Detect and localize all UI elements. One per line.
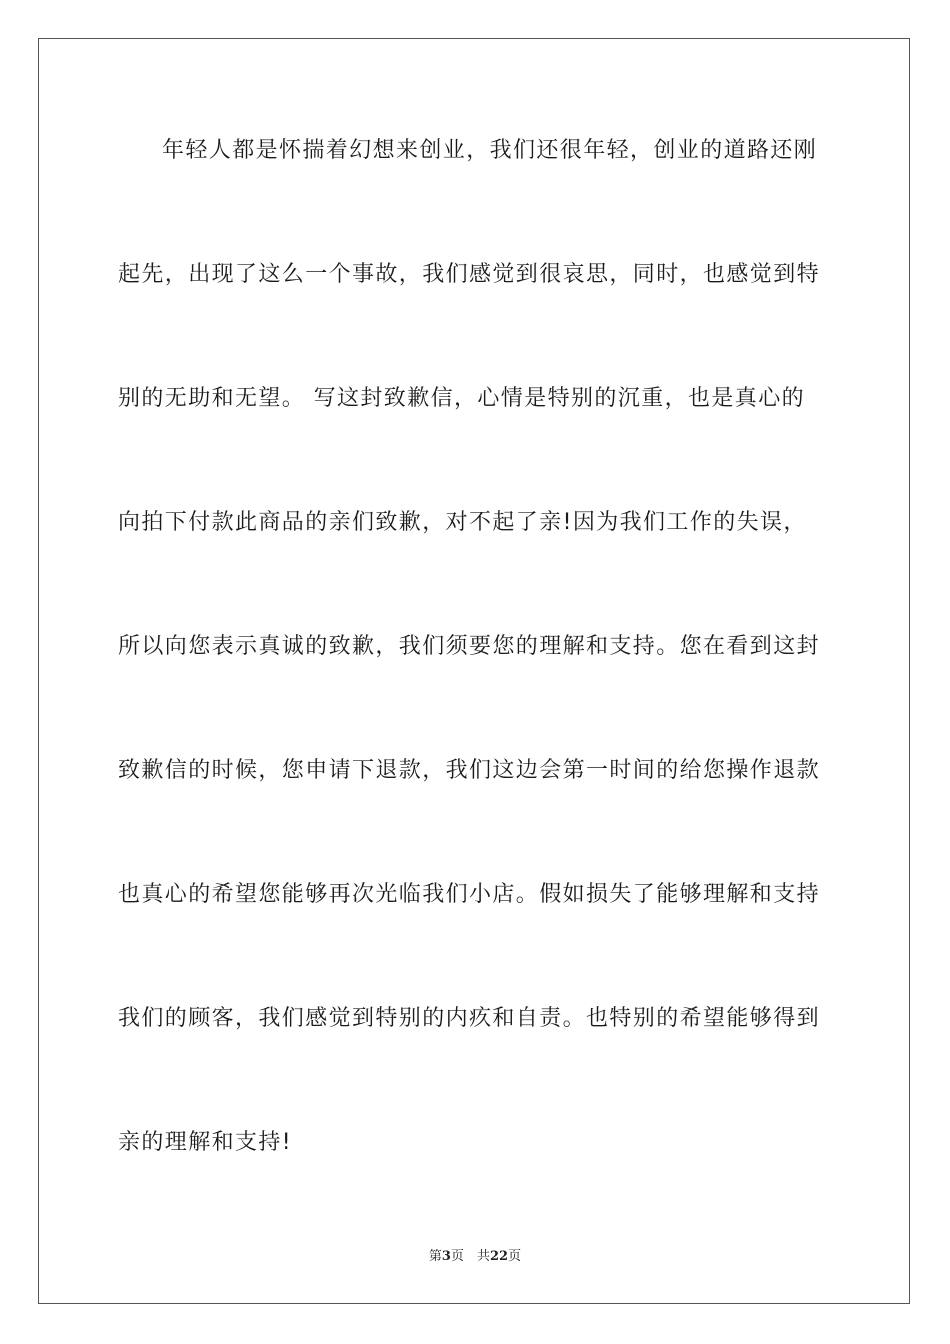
page-total-number: 22 <box>489 1249 509 1264</box>
paragraph-line-9: 亲的理解和支持! <box>118 1130 293 1155</box>
paragraph-line-2: 起先，出现了这么一个事故，我们感觉到很哀思，同时，也感觉到特 <box>118 262 821 287</box>
paragraph-line-6: 致歉信的时候，您申请下退款，我们这边会第一时间的给您操作退款 <box>118 758 821 783</box>
page-prefix: 第 <box>428 1249 442 1264</box>
paragraph-line-7: 也真心的希望您能够再次光临我们小店。假如损失了能够理解和支持 <box>118 882 821 907</box>
page-border <box>38 38 910 1304</box>
paragraph-line-8: 我们的顾客，我们感觉到特别的内疚和自责。也特别的希望能够得到 <box>118 1006 821 1031</box>
paragraph-line-1: 年轻人都是怀揣着幻想来创业，我们还很年轻，创业的道路还刚 <box>162 138 818 163</box>
page-current-number: 3 <box>441 1249 451 1264</box>
paragraph-line-3: 别的无助和无望。 写这封致歉信，心情是特别的沉重，也是真心的 <box>118 386 805 411</box>
page-number-footer <box>0 1248 950 1266</box>
paragraph-line-4: 向拍下付款此商品的亲们致歉，对不起了亲!因为我们工作的失误， <box>118 510 807 535</box>
page-mid-text: 页 共 <box>450 1249 490 1264</box>
page-suffix: 页 <box>508 1249 522 1264</box>
paragraph-line-5: 所以向您表示真诚的致歉，我们须要您的理解和支持。您在看到这封 <box>118 634 821 659</box>
